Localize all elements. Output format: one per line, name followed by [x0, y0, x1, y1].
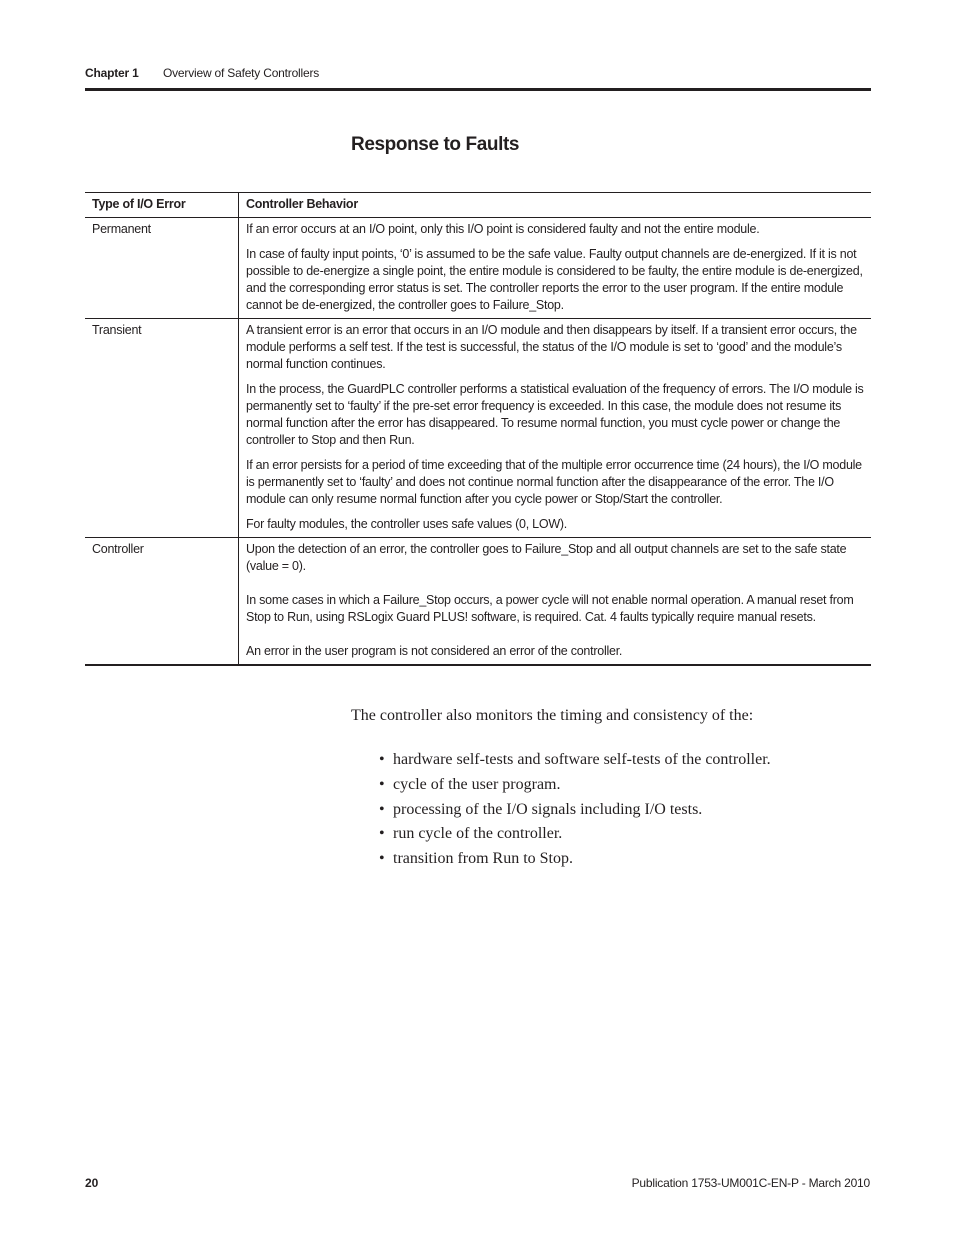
behavior-paragraph: In some cases in which a Failure_Stop occurs, a power cycle will not enable normal operation. A manual reset from Stop to Run, using RSLogix Guard PLUS! software, is required. Cat. 4 faults typically require manual resets.: [246, 593, 854, 624]
list-item: • processing of the I/O signals including I/O tests.: [379, 798, 771, 823]
behavior-paragraph: In the process, the GuardPLC controller performs a statistical evaluation of the frequency of errors. The I/O module is permanently set to ‘faulty’ if the pre-set error frequency is exceeded. In this case, the module does not resume its normal function after the error has disappeared. To resume normal function, you must cycle power or change the controller to Stop and then Run.: [246, 382, 864, 447]
table-row-controller: [85, 538, 871, 666]
chapter-title: Overview of Safety Controllers: [163, 66, 320, 80]
behavior-cell: [239, 319, 872, 538]
behavior-paragraph: An error in the user program is not considered an error of the controller.: [246, 644, 623, 658]
behavior-paragraph: Upon the detection of an error, the controller goes to Failure_Stop and all output channels are set to the safe state (value = 0).: [246, 542, 847, 573]
running-header: [85, 66, 871, 80]
list-item: • cycle of the user program.: [379, 773, 771, 798]
publication-info: Publication 1753-UM001C-EN-P - March 2010: [631, 1176, 870, 1190]
table-header-row: [85, 193, 871, 218]
section-title: Response to Faults: [351, 134, 520, 155]
behavior-cell: [239, 538, 872, 666]
behavior-paragraph: A transient error is an error that occurs in an I/O module and then disappears by itself. If a transient error occurs, the module performs a self test. If the test is successful, the status of the I/O module is set to ‘good’ and the module’s normal function continues.: [246, 323, 857, 371]
behavior-cell: [239, 218, 872, 319]
error-type-cell: Transient: [85, 319, 239, 538]
behavior-paragraph: For faulty modules, the controller uses safe values (0, LOW).: [246, 517, 567, 531]
list-item: • hardware self-tests and software self-tests of the controller.: [379, 748, 771, 773]
fault-response-table: [85, 192, 871, 666]
chapter-label: Chapter 1: [85, 66, 139, 80]
header-rule: [85, 88, 871, 91]
column-header-type: Type of I/O Error: [85, 193, 239, 218]
body-paragraph: The controller also monitors the timing and consistency of the:: [351, 707, 754, 724]
error-type-cell: Controller: [85, 538, 239, 666]
list-item: • transition from Run to Stop.: [379, 847, 771, 872]
list-item: • run cycle of the controller.: [379, 822, 771, 847]
column-header-behavior: Controller Behavior: [239, 193, 872, 218]
behavior-paragraph: If an error occurs at an I/O point, only this I/O point is considered faulty and not the entire module.: [246, 222, 760, 236]
table-row-permanent: [85, 218, 871, 319]
behavior-paragraph: In case of faulty input points, ‘0’ is assumed to be the safe value. Faulty output channels are de-energized. If it is not possible to de-energize a single point, the entire module is considered to be faulty, the entire module is de-energized, and the corresponding error status is set. The controller reports the error to the user program. If the entire module cannot be de-energized, the controller goes to Failure_Stop.: [246, 247, 863, 312]
error-type-cell: Permanent: [85, 218, 239, 319]
page-number: 20: [85, 1176, 99, 1190]
monitoring-bullet-list: [379, 748, 771, 872]
behavior-paragraph: If an error persists for a period of time exceeding that of the multiple error occurrence time (24 hours), the I/O module is permanently set to ‘faulty’ and does not continue normal function after the disappearance of the error. The I/O module can only resume normal function after you cycle power or Stop/Start the controller.: [246, 458, 862, 506]
table-row-transient: [85, 319, 871, 538]
